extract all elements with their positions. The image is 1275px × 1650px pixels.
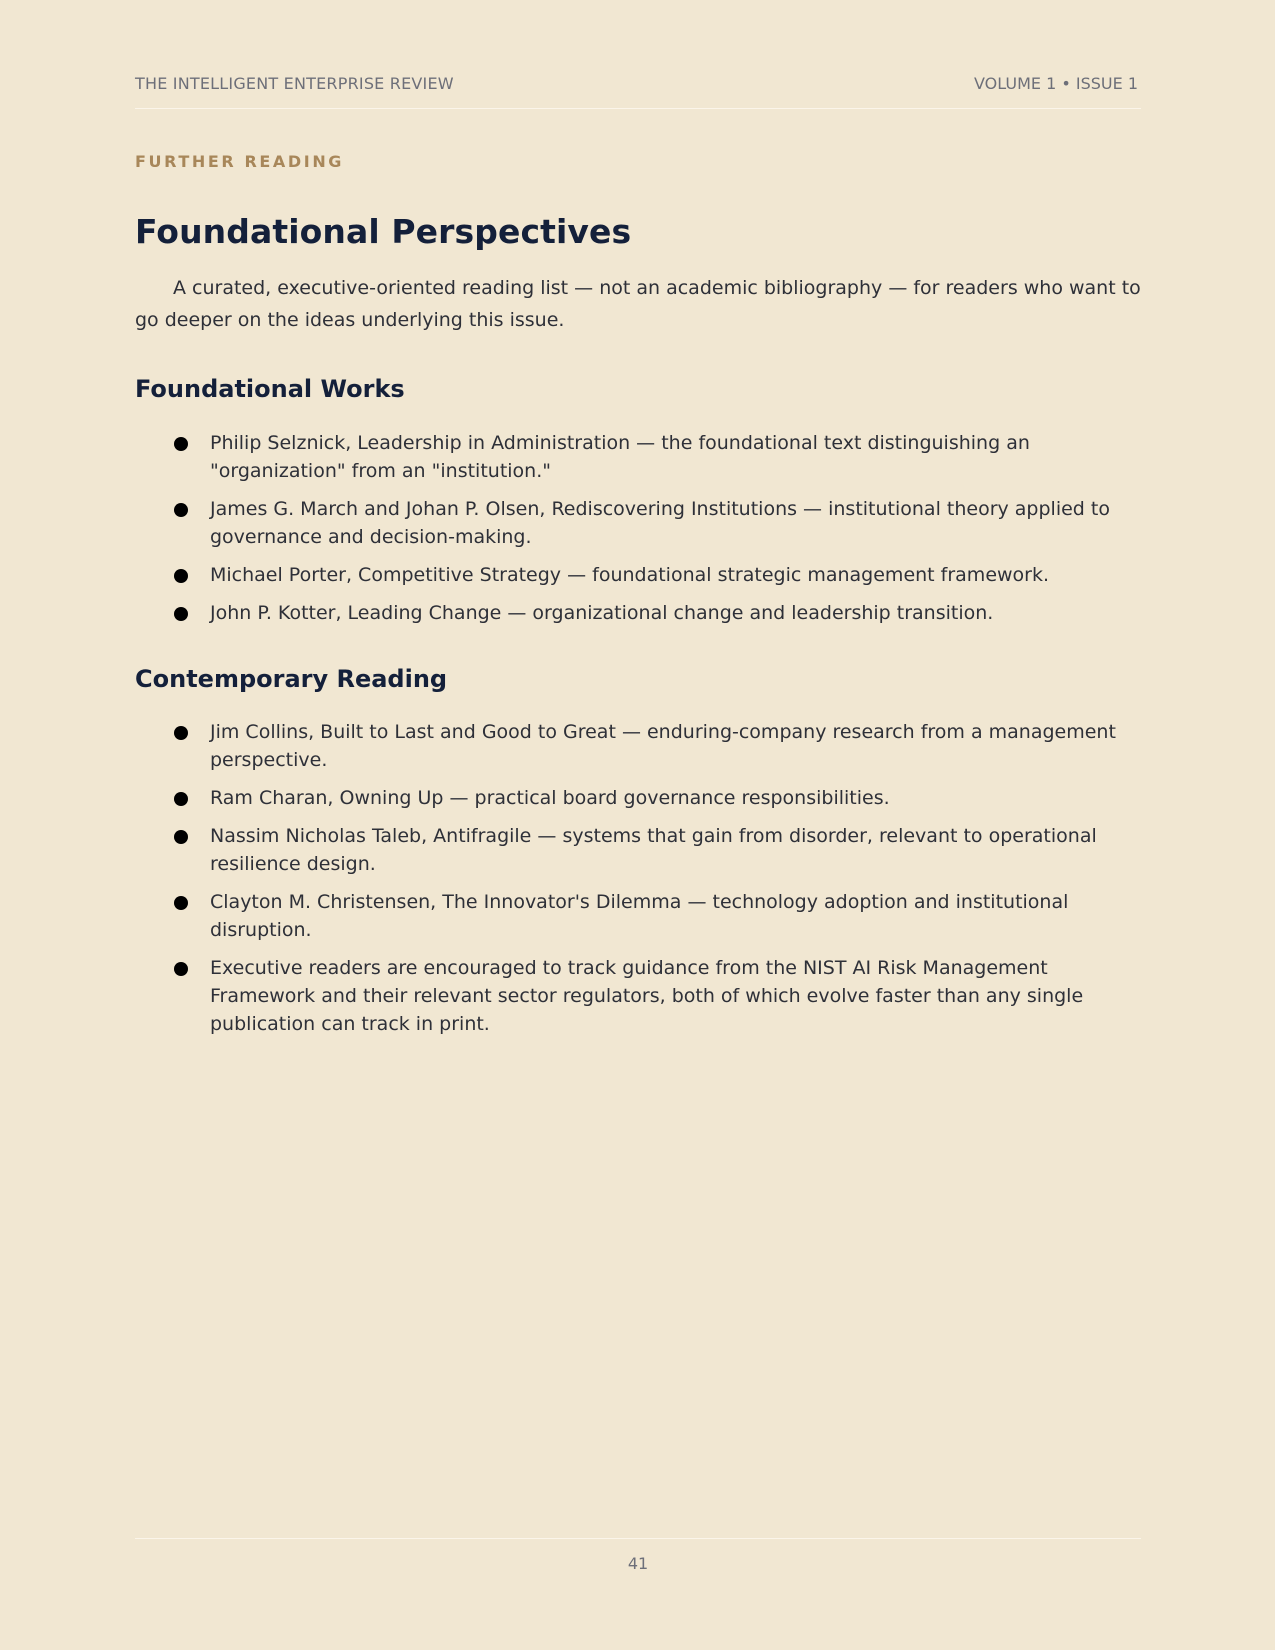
contemporary-reading-list xyxy=(135,718,1141,1048)
publication-name: THE INTELLIGENT ENTERPRISE REVIEW xyxy=(135,74,454,93)
page-title: Foundational Perspectives xyxy=(135,212,632,251)
list-item xyxy=(135,561,1141,589)
bullet-icon xyxy=(174,437,188,451)
list-item-text: Nassim Nicholas Taleb, Antifragile — systems that gain from disorder, relevant to operational resilience design. xyxy=(210,825,1097,875)
bullet-icon xyxy=(174,607,188,621)
list-item-text: Executive readers are encouraged to track guidance from the NIST AI Risk Management Framework and their relevant sector regulators, both of which evolve faster than any single publication can track in print. xyxy=(210,957,1084,1035)
running-header xyxy=(135,74,1141,109)
list-item xyxy=(135,888,1141,944)
document-page xyxy=(135,0,1141,1650)
issue-label: VOLUME 1 • ISSUE 1 xyxy=(974,74,1138,93)
bullet-icon xyxy=(174,569,188,583)
intro-paragraph: A curated, executive-oriented reading list — not an academic bibliography — for readers who want to go deeper on the ideas underlying this issue. xyxy=(135,277,1141,331)
list-item-text: Clayton M. Christensen, The Innovator's Dilemma — technology adoption and institutional disruption. xyxy=(210,891,1069,941)
list-item-text: Jim Collins, Built to Last and Good to Great — enduring-company research from a management perspective. xyxy=(210,721,1116,771)
list-item xyxy=(135,954,1141,1038)
list-item-text: James G. March and Johan P. Olsen, Rediscovering Institutions — institutional theory applied to governance and decision-making. xyxy=(210,498,1110,548)
running-footer xyxy=(135,1538,1141,1573)
bullet-icon xyxy=(174,962,188,976)
list-item xyxy=(135,822,1141,878)
list-item-text: Ram Charan, Owning Up — practical board governance responsibilities. xyxy=(210,787,890,809)
list-item xyxy=(135,784,1141,812)
list-item xyxy=(135,429,1141,485)
bullet-icon xyxy=(174,726,188,740)
list-item xyxy=(135,599,1141,627)
bullet-icon xyxy=(174,792,188,806)
list-item-text: John P. Kotter, Leading Change — organizational change and leadership transition. xyxy=(210,602,994,624)
section-heading-contemporary-reading: Contemporary Reading xyxy=(135,665,448,693)
bullet-icon xyxy=(174,503,188,517)
section-kicker: FURTHER READING xyxy=(135,152,345,171)
list-item-text: Philip Selznick, Leadership in Administration — the foundational text distinguishing an "organization" from an "institution." xyxy=(210,432,1030,482)
section-heading-foundational-works: Foundational Works xyxy=(135,375,405,403)
foundational-works-list xyxy=(135,429,1141,637)
page-number: 41 xyxy=(627,1554,649,1573)
bullet-icon xyxy=(174,830,188,844)
list-item xyxy=(135,495,1141,551)
bullet-icon xyxy=(174,896,188,910)
list-item xyxy=(135,718,1141,774)
list-item-text: Michael Porter, Competitive Strategy — foundational strategic management framework. xyxy=(210,564,1050,586)
